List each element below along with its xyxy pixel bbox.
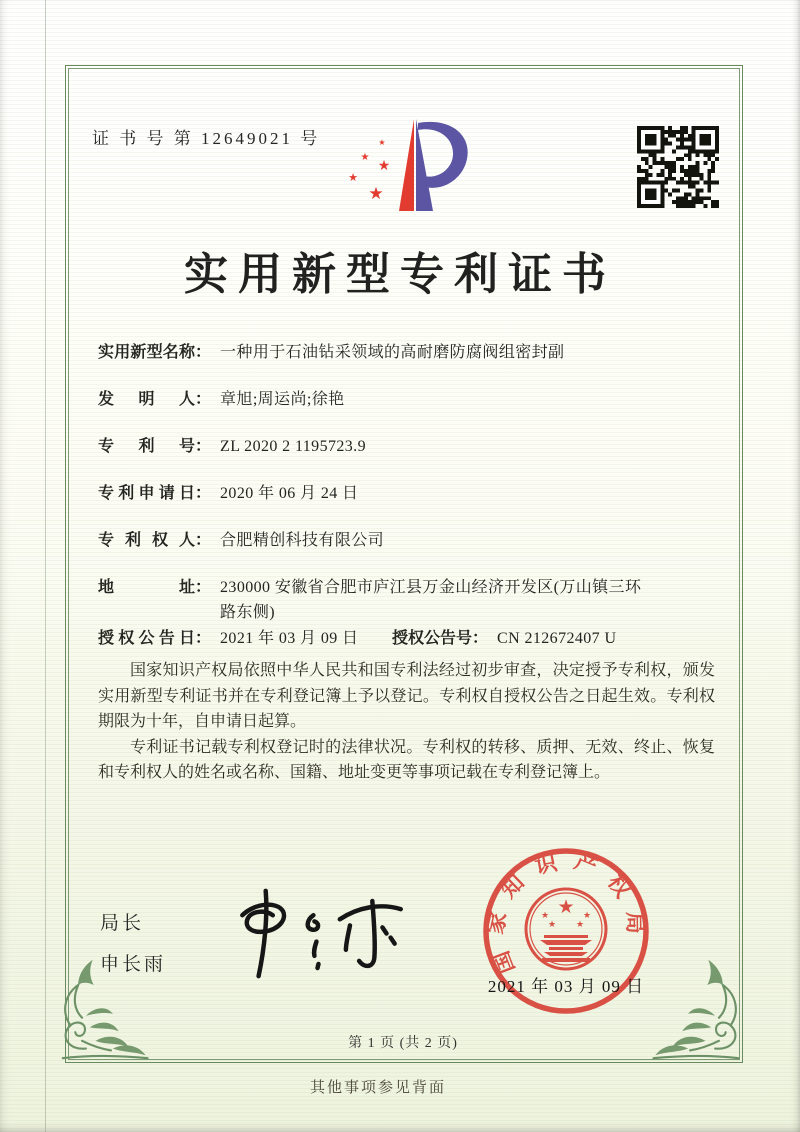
scan-spine-line: [45, 0, 48, 1132]
national-emblem-icon: [526, 889, 606, 969]
svg-text:★: ★: [575, 920, 585, 930]
field-row-address: [98, 575, 714, 625]
legal-paragraphs: [98, 658, 715, 786]
certificate-title: 实用新型专利证书: [184, 250, 616, 299]
field-label: 授权公告号: [392, 630, 473, 647]
field-label: 发明人: [98, 391, 195, 408]
patent-number: ZL 2020 2 1195723.9: [220, 438, 366, 455]
field-row-patent-no: [98, 434, 714, 459]
field-row-grant: [98, 626, 714, 651]
cnipa-logo-icon: [346, 112, 478, 218]
field-row-inventor: [98, 387, 714, 412]
field-label: 地址: [98, 579, 195, 596]
legal-paragraph: 专利证书记载专利权登记时的法律状况。专利权的转移、质押、无效、终止、恢复和专利权人的姓名或名称、国籍、地址变更等事项记载在专利登记簿上。: [98, 738, 715, 781]
svg-text:★: ★: [368, 184, 384, 204]
field-colon: ：: [195, 391, 212, 408]
svg-text:★: ★: [378, 138, 386, 147]
grant-date: 2021 年 03 月 09 日: [220, 630, 359, 647]
officer-title: 局长: [100, 913, 145, 934]
field-row-filing-date: [98, 481, 714, 506]
grant-publication-number: CN 212672407 U: [497, 630, 617, 647]
field-colon: ：: [195, 532, 212, 549]
svg-text:★: ★: [360, 152, 370, 163]
seal-ring-text: 国家知识产权局: [482, 846, 649, 978]
utility-model-name: 一种用于石油钻采领域的高耐磨防腐阀组密封副: [220, 344, 565, 361]
field-label: 实用新型名称: [98, 344, 195, 361]
qr-code: [637, 126, 719, 208]
patentee-address: 230000 安徽省合肥市庐江县万金山经济开发区(万山镇三环路东侧): [220, 579, 642, 621]
signature: [220, 884, 418, 982]
field-colon: ：: [195, 485, 212, 502]
officer-block: [100, 908, 166, 990]
svg-text:★: ★: [547, 920, 557, 930]
svg-text:★: ★: [377, 158, 391, 174]
patentee: 合肥精创科技有限公司: [220, 532, 385, 549]
field-colon: ：: [195, 579, 212, 596]
field-label: 授权公告日: [98, 630, 195, 647]
officer-name: 申长雨: [100, 954, 167, 975]
svg-text:★: ★: [557, 896, 575, 918]
field-colon: ：: [472, 630, 489, 647]
certificate-fields: [98, 340, 714, 673]
field-colon: ：: [195, 344, 212, 361]
field-row-name: [98, 340, 714, 365]
svg-text:★: ★: [348, 171, 358, 184]
field-label: 专利号: [98, 438, 195, 455]
svg-text:★: ★: [540, 911, 550, 921]
back-side-note: 其他事项参见背面: [309, 1080, 446, 1096]
page-number-note: 第 1 页 (共 2 页): [348, 1036, 458, 1051]
legal-paragraph: 国家知识产权局依照中华人民共和国专利法经过初步审查，决定授予专利权，颁发实用新型专利证书并在专利登记簿上予以登记。专利权自授权公告之日起生效。专利权期限为十年，自申请日起算。: [98, 662, 715, 730]
field-colon: ：: [195, 438, 212, 455]
field-label: 专利权人: [98, 532, 195, 549]
field-colon: ：: [195, 630, 212, 647]
seal-date: 2021 年 03 月 09 日: [487, 977, 645, 996]
inventors: 章旭;周运尚;徐艳: [220, 391, 345, 408]
field-row-patentee: [98, 528, 714, 553]
certificate-number: 证 书 号 第 12649021 号: [92, 129, 321, 148]
svg-text:★: ★: [582, 911, 592, 921]
filing-date: 2020 年 06 月 24 日: [220, 485, 359, 502]
field-label: 专利申请日: [98, 485, 195, 502]
